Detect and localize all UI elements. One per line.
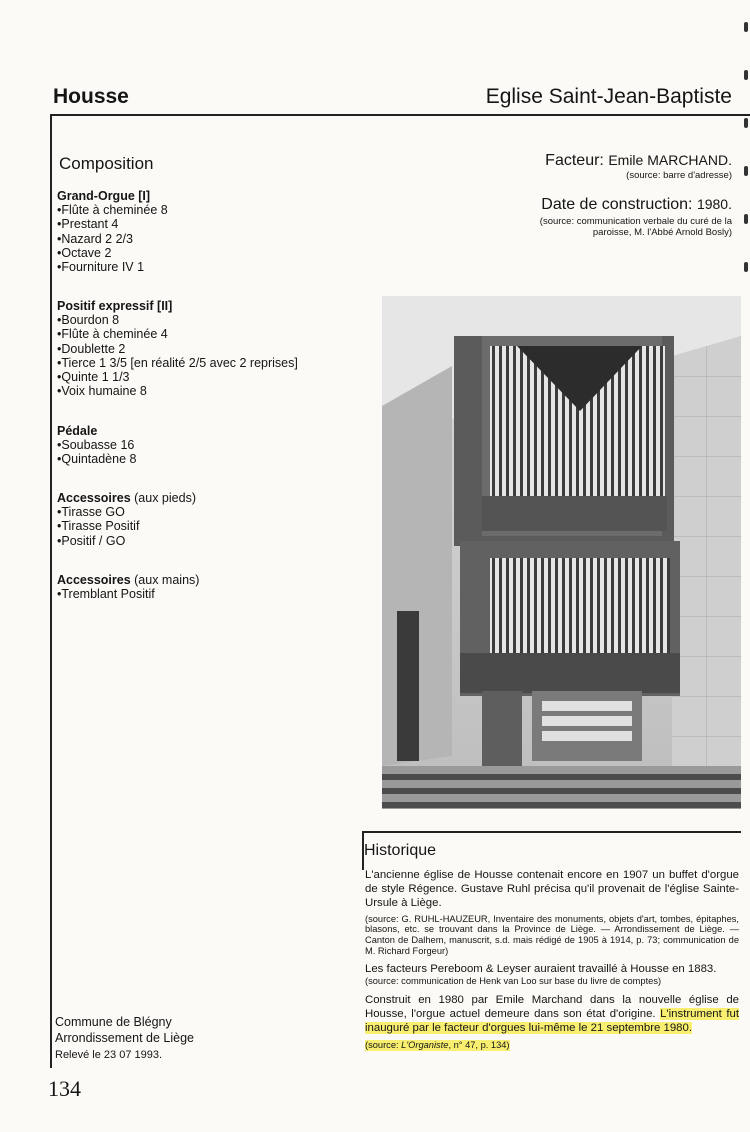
historique-source-1: (source: G. RUHL-HAUZEUR, Inventaire des monuments, objets d'art, tombes, épitaphes, blasons, etc. se trouvant dans la Province de Liège. — Arrondissement de Liège. — Canton de Dalhem, manuscrit, s.d. mais rédigé de 1905 à 1914, p. 73; communication de M. Richard Forgeur) [365,913,739,956]
stop-item: • Voix humaine 8 [57,384,357,398]
stop-item: • Positif / GO [57,534,357,548]
stop-item: • Flûte à cheminée 8 [57,203,357,217]
date-label: Date de construction: [541,196,693,213]
stop-item: • Soubasse 16 [57,438,357,452]
section-title: Pédale [57,424,98,438]
stop-item: • Quinte 1 1/3 [57,370,357,384]
stop-item: • Tirasse GO [57,505,357,519]
stop-item: • Nazard 2 2/3 [57,232,357,246]
section-title: Grand-Orgue [I] [57,189,151,203]
facteur-value: Emile MARCHAND. [608,152,732,168]
header-rule [50,114,750,116]
stop-item: • Flûte à cheminée 4 [57,327,357,341]
date-block [540,196,732,238]
historique-paragraph-3: Construit en 1980 par Emile Marchand dans la nouvelle église de Housse, l'orgue actuel demeure dans son état d'origine. L'instrument fut inauguré par le facteur d'orgues lui-même le 21 septembre 1980. [365,993,740,1035]
stop-item: • Doublette 2 [57,342,357,356]
stop-item: • Tremblant Positif [57,587,357,601]
date-value: 1980. [696,196,732,212]
arrondissement-label: Arrondissement de Liège [55,1031,194,1045]
date-source-1: (source: communication verbale du curé de la [539,216,732,227]
stop-item: • Prestant 4 [57,217,357,231]
stop-item: • Bourdon 8 [57,313,357,327]
section-accessoires-mains [57,573,357,601]
facteur-source: (source: barre d'adresse) [626,170,732,181]
facteur-block [545,152,732,181]
historique-paragraph-1: L'ancienne église de Housse contenait encore en 1907 un buffet d'orgue de style Régence. Gustave Ruhl précisa qu'il provenait de l'église Sainte-Ursule à Liège. [365,869,739,910]
binding-mark [744,70,748,80]
composition-title: Composition [59,154,154,173]
section-title: Positif expressif [II] [57,299,173,313]
section-title: Accessoires (aux pieds) [57,491,196,505]
section-pedale [57,424,357,467]
binding-mark [744,118,748,128]
commune-label: Commune de Blégny [55,1015,172,1029]
historique-rule [362,831,741,833]
binding-mark [744,22,748,32]
historique-title: Historique [364,842,437,859]
binding-mark [744,262,748,272]
section-title: Accessoires (aux mains) [57,573,200,587]
stop-item: • Fourniture IV 1 [57,260,357,274]
section-positif [57,299,357,398]
historique-source-3: (source: L'Organiste, n° 47, p. 134) [365,1040,510,1051]
binding-mark [744,166,748,176]
church-name: Eglise Saint-Jean-Baptiste [485,85,732,108]
page-number: 134 [48,1076,81,1101]
section-accessoires-pieds [57,491,357,548]
historique-paragraph-2: Les facteurs Pereboom & Leyser auraient travaillé à Housse en 1883. [365,962,717,975]
page-title: Housse [53,85,129,108]
releve-date: Relevé le 23 07 1993. [55,1049,163,1061]
section-grand-orgue [57,189,357,274]
stop-item: • Tierce 1 3/5 [en réalité 2/5 avec 2 reprises] [57,356,357,370]
left-margin-rule [50,114,52,1068]
organ-photograph [382,296,741,809]
facteur-label: Facteur: [545,152,604,169]
date-source-2: paroisse, M. l'Abbé Arnold Bosly) [592,227,732,238]
binding-mark [744,214,748,224]
stop-item: • Quintadène 8 [57,452,357,466]
highlighted-text: L'instrument fut inauguré par le facteur d'orgues lui-même le 21 septembre 1980. [365,1008,740,1035]
stop-item: • Octave 2 [57,246,357,260]
stop-item: • Tirasse Positif [57,519,357,533]
historique-text [365,868,739,1053]
historique-source-2: (source: communication de Henk van Loo sur base du livre de comptes) [365,976,662,986]
